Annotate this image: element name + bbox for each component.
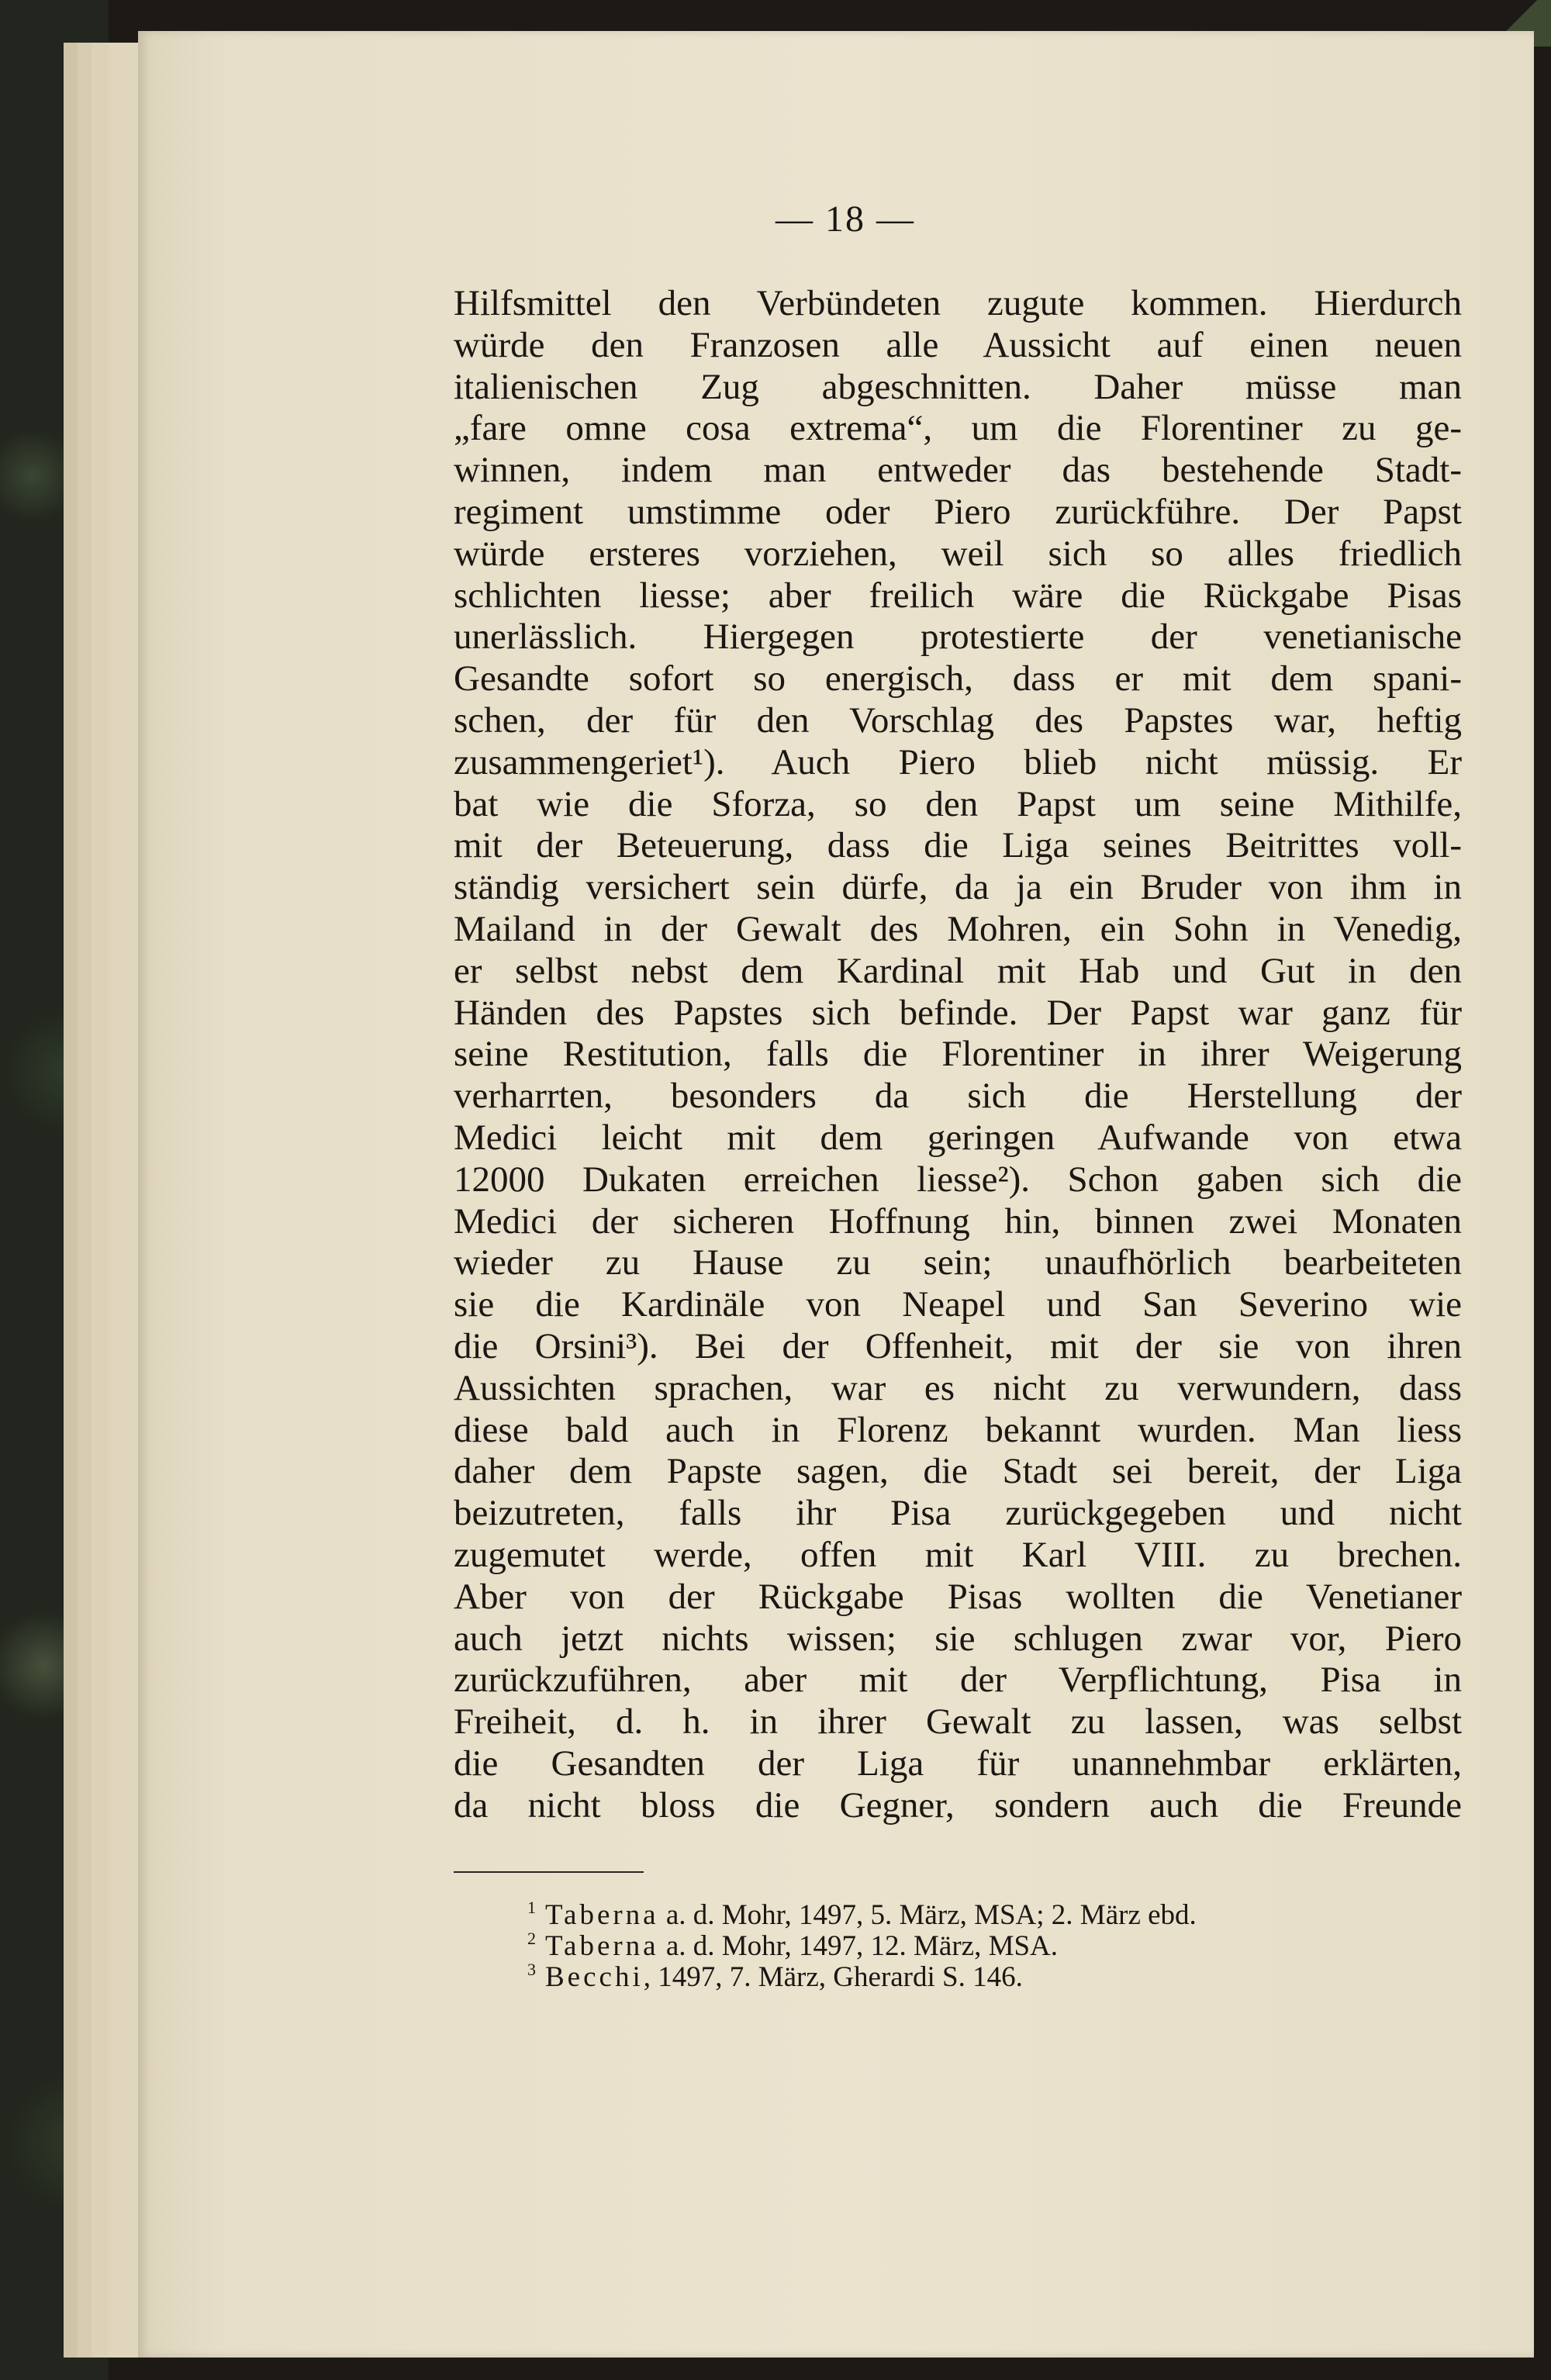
- footnote-mark: 1: [527, 1898, 536, 1917]
- text-line: unerlässlich. Hiergegen protestierte der venetianische: [454, 617, 1462, 658]
- text-line: Medici der sicheren Hoffnung hin, binnen zwei Monaten: [454, 1200, 1462, 1242]
- text-line: zugemutet werde, offen mit Karl VIII. zu brechen.: [454, 1534, 1462, 1575]
- text-line: Hilfsmittel den Verbündeten zugute kommen. Hierdurch: [454, 283, 1462, 323]
- text-line: Freiheit, d. h. in ihrer Gewalt zu lassen, was selbst: [454, 1701, 1462, 1743]
- footnote-text: a. d. Mohr, 1497, 5. März, MSA; 2. März ebd.: [658, 1899, 1197, 1931]
- text-line: Aussichten sprachen, war es nicht zu verwundern, dass: [454, 1367, 1462, 1408]
- footnotes: [527, 1892, 1458, 1993]
- footnote-mark: 2: [527, 1929, 536, 1948]
- footnote-text: a. d. Mohr, 1497, 12. März, MSA.: [658, 1930, 1059, 1962]
- text-line: auch jetzt nichts wissen; sie schlugen zwar vor, Piero: [454, 1618, 1462, 1659]
- footnote-author: Becchi: [545, 1961, 644, 1993]
- text-line: diese bald auch in Florenz bekannt wurden. Man liess: [454, 1409, 1462, 1450]
- footnote-text: , 1497, 7. März, Gherardi S. 146.: [643, 1961, 1023, 1993]
- text-line: schlichten liesse; aber freilich wäre die Rückgabe Pisas: [454, 575, 1462, 616]
- text-line: würde den Franzosen alle Aussicht auf einen neuen: [454, 324, 1462, 365]
- text-line: mit der Beteuerung, dass die Liga seines Beitrittes voll-: [454, 825, 1462, 866]
- footnote-mark: 3: [527, 1960, 536, 1979]
- text-line: Mailand in der Gewalt des Mohren, ein Sohn in Venedig,: [454, 908, 1462, 949]
- text-line: verharrten, besonders da sich die Herstellung der: [454, 1076, 1462, 1117]
- page-edge: [109, 43, 141, 2358]
- text-line: 12000 Dukaten erreichen liesse²). Schon gaben sich die: [454, 1159, 1462, 1200]
- text-line: Gesandte sofort so energisch, dass er mit dem spani-: [454, 658, 1462, 699]
- text-line: die Gesandten der Liga für unannehmbar erklärten,: [454, 1743, 1462, 1784]
- text-line: bat wie die Sforza, so den Papst um seine Mithilfe,: [454, 783, 1462, 824]
- text-line: beizutreten, falls ihr Pisa zurückgegeben und nicht: [454, 1493, 1462, 1534]
- footnote-author: Taberna: [545, 1930, 659, 1962]
- text-line: er selbst nebst dem Kardinal mit Hab und Gut in den: [454, 950, 1462, 991]
- body-text: [454, 283, 1462, 1826]
- text-line: seine Restitution, falls die Florentiner in ihrer Weigerung: [454, 1034, 1462, 1075]
- page-number: — 18 —: [776, 199, 915, 240]
- text-line: zusammengeriet¹). Auch Piero blieb nicht müssig. Er: [454, 741, 1462, 782]
- text-line: Medici leicht mit dem geringen Aufwande von etwa: [454, 1117, 1462, 1158]
- text-line: die Orsini³). Bei der Offenheit, mit der sie von ihren: [454, 1325, 1462, 1366]
- text-line: würde ersteres vorziehen, weil sich so alles friedlich: [454, 533, 1462, 574]
- text-line: ständig versichert sein dürfe, da ja ein Bruder von ihm in: [454, 867, 1462, 908]
- text-line: da nicht bloss die Gegner, sondern auch die Freunde: [454, 1784, 1462, 1826]
- footnote-author: Taberna: [545, 1899, 659, 1931]
- text-line: wieder zu Hause zu sein; unaufhörlich bearbeiteten: [454, 1242, 1462, 1283]
- text-line: Händen des Papstes sich befinde. Der Papst war ganz für: [454, 992, 1462, 1033]
- text-line: daher dem Papste sagen, die Stadt sei bereit, der Liga: [454, 1451, 1462, 1492]
- footnote: [527, 1892, 1458, 1931]
- text-line: schen, der für den Vorschlag des Papstes war, heftig: [454, 699, 1462, 741]
- text-line: regiment umstimme oder Piero zurückführe. Der Papst: [454, 491, 1462, 532]
- footnote-divider: [454, 1871, 644, 1873]
- text-line: winnen, indem man entweder das bestehende Stadt-: [454, 450, 1462, 491]
- footnote: [527, 1954, 1458, 1993]
- footnote: [527, 1923, 1458, 1962]
- text-line: italienischen Zug abgeschnitten. Daher müsse man: [454, 366, 1462, 407]
- text-line: Aber von der Rückgabe Pisas wollten die Venetianer: [454, 1576, 1462, 1617]
- text-line: „fare omne cosa extrema“, um die Florentiner zu ge-: [454, 408, 1462, 449]
- text-line: sie die Kardinäle von Neapel und San Severino wie: [454, 1284, 1462, 1325]
- text-line: zurückzuführen, aber mit der Verpflichtung, Pisa in: [454, 1660, 1462, 1701]
